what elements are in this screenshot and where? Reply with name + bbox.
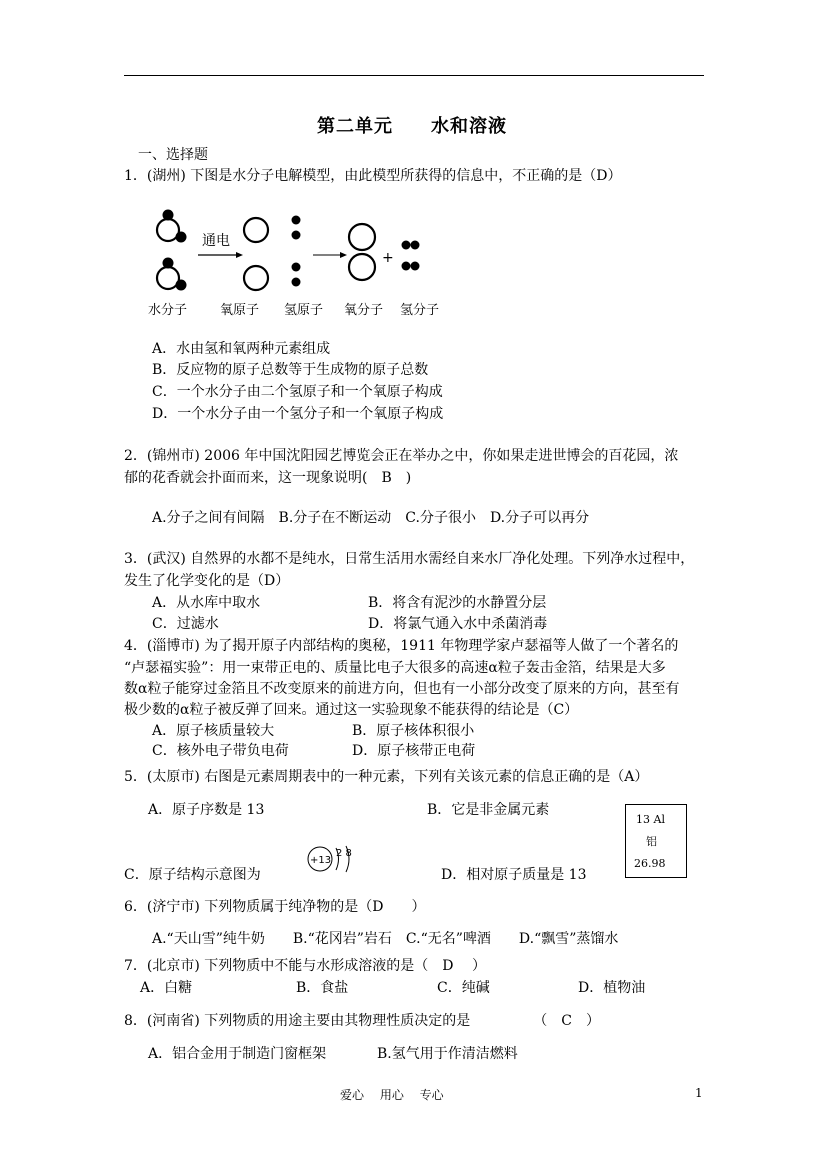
q1-option-a: A．水由氢和氧两种元素组成: [152, 341, 331, 357]
q4-line3: 数α粒子能穿过金箔且不改变原来的前进方向，但也有一小部分改变了原来的方向，甚至有: [124, 681, 680, 697]
nucleus-charge: +13: [310, 855, 332, 866]
arrow-label: 通电: [202, 233, 230, 249]
water-molecule-icon: [157, 210, 187, 243]
q8-option-b: B.氢气用于作清洁燃料: [377, 1046, 518, 1062]
q1-option-d: D．一个水分子由一个氢分子和一个氧原子构成: [152, 406, 444, 422]
q8-stem: 8．(河南省) 下列物质的用途主要由其物理性质决定的是 （ C ）: [124, 1013, 600, 1029]
q7-option-d: D．植物油: [578, 980, 646, 996]
element-number-symbol: 13 Al: [636, 813, 665, 826]
q2-options: A.分子之间有间隔 B.分子在不断运动 C.分子很小 D.分子可以再分: [152, 510, 590, 526]
element-name: 铝: [646, 835, 657, 848]
q7-option-b: B．食盐: [296, 980, 349, 996]
q3-option-c: C．过滤水: [152, 616, 219, 632]
q3-option-d: D．将氯气通入水中杀菌消毒: [368, 616, 548, 632]
q1-option-c: C．一个水分子由二个氢原子和一个氧原子构成: [152, 384, 443, 400]
q5-option-a: A．原子序数是 13: [148, 802, 265, 818]
svg-text:+: +: [382, 250, 394, 266]
header-rule: [124, 75, 704, 76]
section-heading: 一、选择题: [138, 147, 208, 163]
q3-stem-line2: 发生了化学变化的是（D）: [124, 573, 290, 589]
label-hydrogen-molecule: 氢分子: [400, 303, 440, 318]
q6-options: A.“天山雪”纯牛奶 B.“花冈岩”岩石 C.“无名”啤酒 D.“飘雪”蒸馏水: [152, 931, 619, 947]
q7-option-a: A．白糖: [140, 980, 193, 996]
electrolysis-figure: [148, 200, 454, 324]
atomic-structure-diagram: [303, 842, 363, 876]
oxygen-atom-icon: [244, 266, 268, 290]
q1-stem: 1．(湖州) 下图是水分子电解模型，由此模型所获得的信息中，不正确的是（D）: [124, 168, 622, 184]
hydrogen-atom-icon: [292, 216, 301, 287]
element-card: [625, 804, 687, 878]
q3-option-a: A．从水库中取水: [152, 595, 261, 611]
label-hydrogen-atom: 氢原子: [284, 303, 324, 318]
page-title: 第二单元 水和溶液: [317, 116, 507, 137]
element-mass: 26.98: [634, 857, 666, 870]
q4-line1: 4．(淄博市) 为了揭开原子内部结构的奥秘，1911 年物理学家卢瑟福等人做了一个著名的: [124, 638, 679, 654]
q1-option-b: B．反应物的原子总数等于生成物的原子总数: [152, 362, 429, 378]
q3-stem-line1: 3．(武汉) 自然界的水都不是纯水，日常生活用水需经自来水厂净化处理。下列净水过程中，: [124, 551, 695, 567]
q4-option-b: B．原子核体积很小: [352, 723, 475, 739]
q4-line2: “卢瑟福实验”：用一束带正电的、质量比电子大很多的高速α粒子轰击金箔，结果是大多: [124, 660, 666, 676]
page-number: 1: [695, 1086, 703, 1100]
water-molecule-icon: [157, 258, 187, 291]
q2-stem-line1: 2．(锦州市) 2006 年中国沈阳园艺博览会正在举办之中，你如果走进世博会的百花园，浓: [124, 448, 679, 464]
electron-shells: 2 8: [336, 848, 352, 859]
q4-option-d: D．原子核带正电荷: [352, 743, 476, 759]
page-footer: 爱心 用心 专心: [340, 1088, 444, 1102]
label-water-molecule: 水分子: [148, 303, 188, 318]
q5-option-b: B．它是非金属元素: [427, 802, 550, 818]
q7-stem: 7．(北京市) 下列物质中不能与水形成溶液的是（ D ）: [124, 958, 486, 974]
q4-line4: 极少数的α粒子被反弹了回来。通过这一实验现象不能获得的结论是（C）: [124, 702, 579, 718]
q2-stem-line2: 郁的花香就会扑面而来，这一现象说明( B ): [124, 470, 412, 486]
hydrogen-molecule-icon: [402, 241, 420, 271]
q3-option-b: B．将含有泥沙的水静置分层: [368, 595, 547, 611]
oxygen-atom-icon: [244, 218, 268, 242]
q6-stem: 6．(济宁市) 下列物质属于纯净物的是（D ）: [124, 899, 426, 915]
q5-stem: 5．(太原市) 右图是元素周期表中的一种元素，下列有关该元素的信息正确的是（A）: [124, 769, 649, 785]
q7-option-c: C．纯碱: [437, 980, 490, 996]
label-oxygen-atom: 氧原子: [220, 303, 260, 318]
q4-option-c: C．核外电子带负电荷: [152, 743, 289, 759]
q5-option-c: C．原子结构示意图为: [124, 867, 261, 883]
oxygen-molecule-icon: [349, 224, 375, 280]
q8-option-a: A．铝合金用于制造门窗框架: [148, 1046, 327, 1062]
label-oxygen-molecule: 氧分子: [344, 303, 384, 318]
q4-option-a: A．原子核质量较大: [152, 723, 275, 739]
q5-option-d: D．相对原子质量是 13: [441, 867, 587, 883]
